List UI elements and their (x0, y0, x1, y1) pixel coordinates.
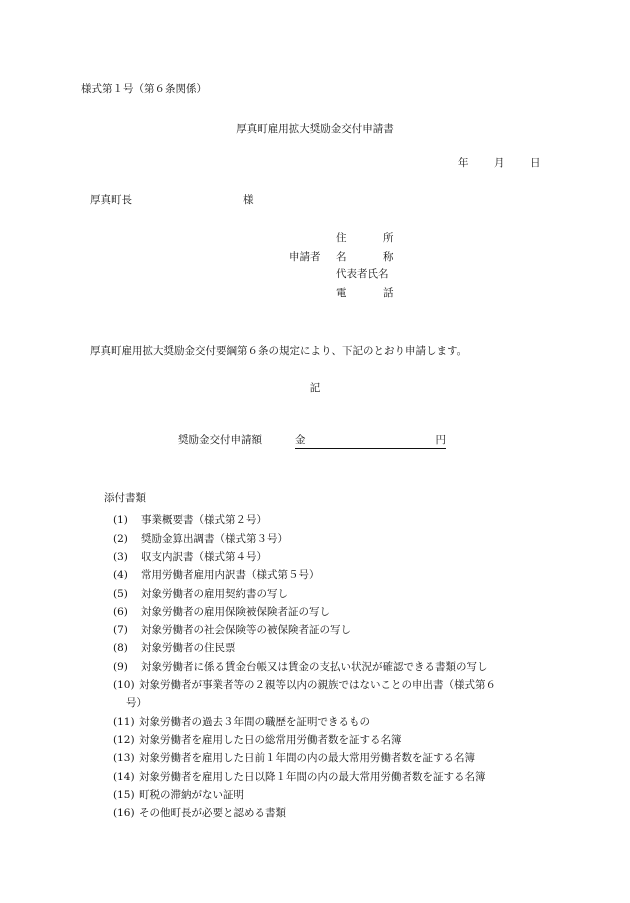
ki-marker: 記 (309, 382, 321, 394)
addressee: 厚真町長 (90, 194, 132, 206)
date-day: 日 (530, 157, 541, 169)
date-year: 年 (458, 157, 469, 169)
amount-label: 奨励金交付申請額 (178, 434, 262, 446)
amount-suffix: 円 (435, 434, 446, 446)
application-statement: 厚真町雇用拡大奨励金交付要綱第６条の規定により、下記のとおり申請します。 (90, 345, 468, 357)
amount-field (295, 435, 446, 449)
form-number: 様式第１号（第６条関係） (81, 83, 207, 95)
honorific: 様 (243, 194, 254, 206)
date-month: 月 (494, 157, 505, 169)
application-form-page: 様式第１号（第６条関係） 厚真町雇用拡大奨励金交付申請書 年 月 日 厚真町長 様 申請者 住 所 名 称 代表者氏名 電 話 厚真町雇用拡大奨励金交付要綱第６条の規定により、下記のとおり申請します。 記 奨励金交付申請額 金 円 添付書類 (1) 事業概要書（様式第２号） (2) 奨励金算出調書（様式第３号） (3) 収支内訳書（様式第４号） (4) 常用労働者雇用内訳書（様式第５号） (5) 対象労働者の雇用契約書の写し (6) 対象労働者の雇用保険被保険者証の写し (7) 対象労働者の社会保険等の被保険者証の写し (8) 対象労働者の住民票 (9) 対象労働者に係る賃金台帳又は賃金の支払い状況が確認できる書類の写し (10) 対象労働者が事業者等の２親等以内の親族ではないことの申出書（様式第６ 号） (11) 対象労働者の過去３年間の職歴を証明できるもの (12) 対象労働者を雇用した日の総常用労働者数を証する名簿 (13) 対象労働者を雇用した日前１年間の内の最大常用労働者数を証する名簿 (14) 対象労働者を雇用した日以降１年間の内の最大常用労働者数を証する名簿 (15) 町税の滞納がない証明 (16) その他町長が必要と認める書類 (0, 0, 630, 903)
list-item-continuation: 号） (126, 697, 147, 709)
attachments-heading: 添付書類 (104, 492, 146, 504)
amount-prefix: 金 (295, 434, 306, 446)
applicant-label: 申請者 (289, 251, 321, 263)
document-title: 厚真町雇用拡大奨励金交付申請書 (236, 123, 394, 135)
